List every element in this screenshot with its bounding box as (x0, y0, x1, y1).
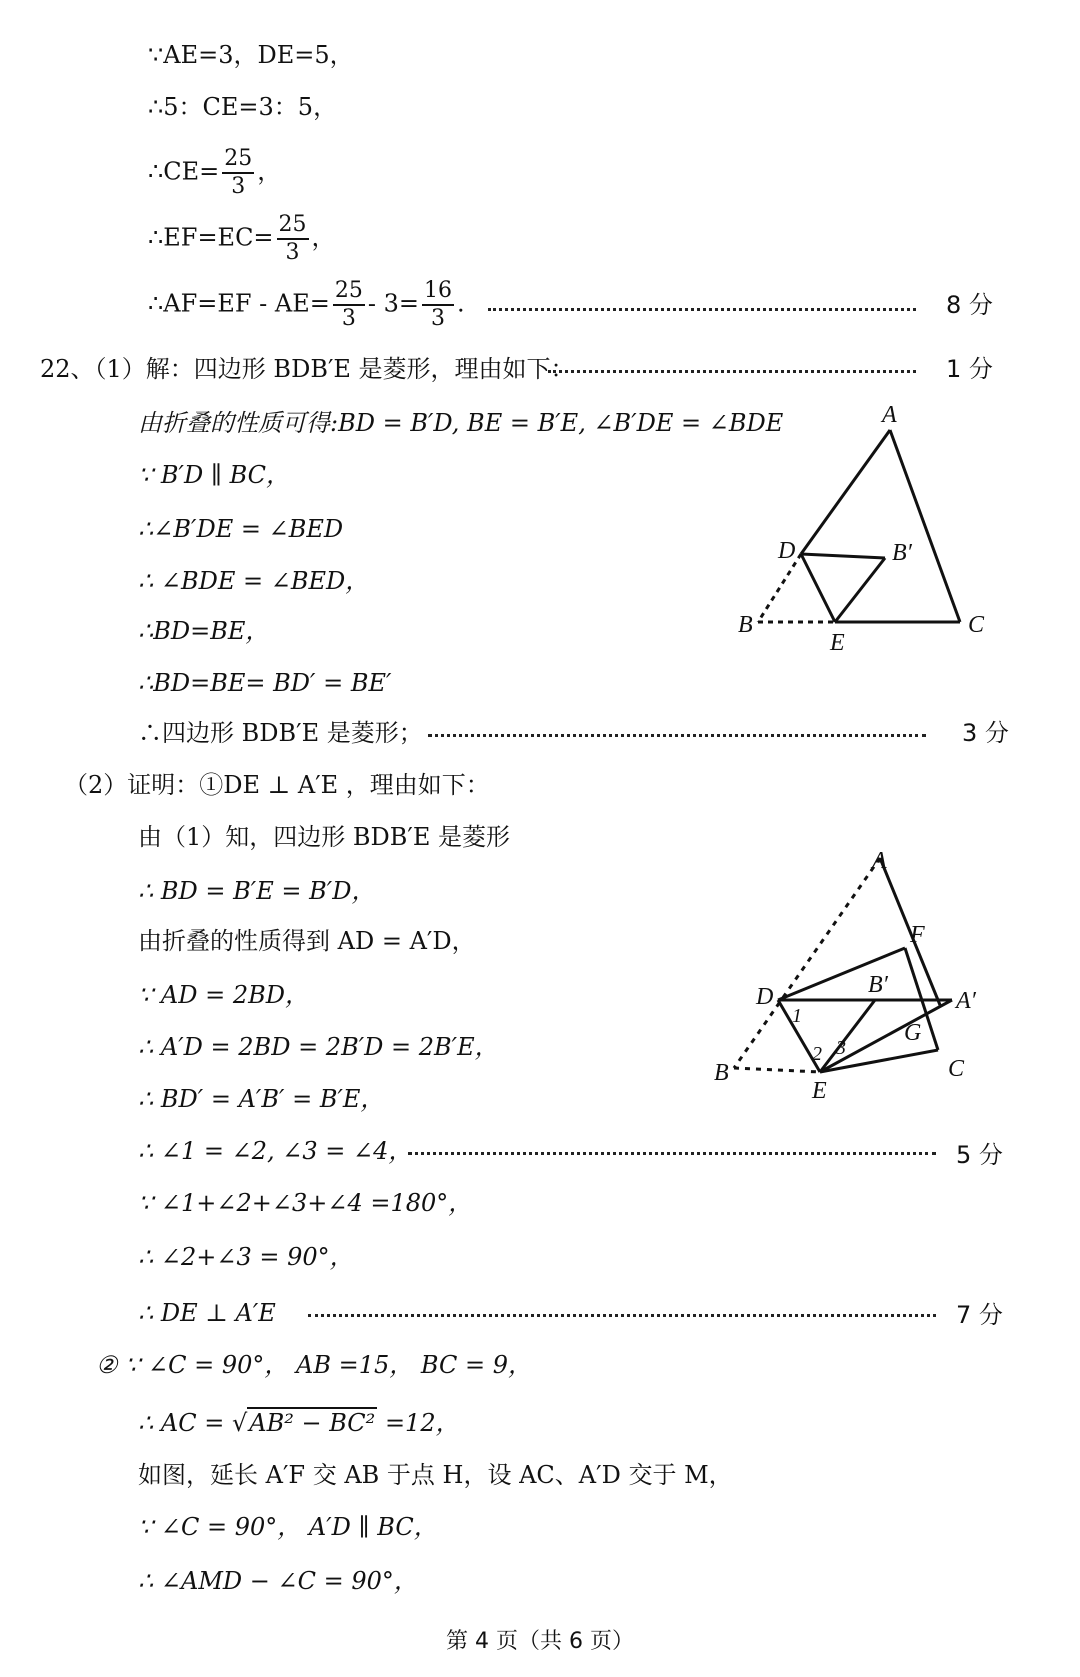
proof2-line-2: ∴ BD = B′E = B′D， (138, 877, 376, 905)
dotted-leader (308, 1314, 936, 1317)
proof2-line-1: 由（1）知，四边形 BDB′E 是菱形 (138, 823, 511, 851)
radical-expression: AB² − BC² (249, 1409, 376, 1437)
fraction-25-3 (333, 278, 365, 332)
fraction-25-3 (277, 212, 309, 266)
line-ef-ec (148, 212, 336, 266)
label-b-prime: B′ (892, 540, 912, 566)
label-b-prime: B′ (868, 972, 888, 998)
score-3: 3 分 (962, 719, 1009, 747)
proof-line-4: ∴ ∠BDE = ∠BED， (138, 567, 370, 595)
part-2-line-2: ∴ AC = √AB² − BC² =12， (138, 1409, 460, 1437)
proof2-line-6: ∴ BD′ = A′B′ = B′E， (138, 1085, 385, 1113)
angle-label-2: 2 (812, 1043, 822, 1065)
label-d: D (778, 538, 796, 564)
proof-line-6: ∴BD=BE= BD′ = BE′ (138, 669, 392, 697)
edge-ac (890, 430, 960, 622)
label-a: A (882, 402, 897, 428)
dashed-edge-ab (734, 858, 880, 1068)
label-d: D (756, 984, 774, 1010)
proof2-line-10: ∴ DE ⊥ A′E (138, 1299, 276, 1327)
line-ce-suffix: ， (257, 157, 282, 186)
score-5: 5 分 (956, 1141, 1003, 1169)
fraction-denominator: 3 (341, 306, 356, 331)
dashed-edge-be (734, 1068, 820, 1072)
line-ae-de: ∵AE=3，DE=5， (148, 41, 354, 69)
edge-ad (801, 430, 890, 554)
label-a: A (872, 848, 887, 874)
proof-line-5: ∴BD=BE， (138, 617, 270, 645)
fraction-numerator: 25 (333, 278, 365, 306)
fraction-25-3 (222, 146, 254, 200)
fraction-numerator: 25 (222, 146, 254, 174)
dotted-leader (408, 1152, 936, 1155)
page-footer: 第 4 页（共 6 页） (446, 1629, 634, 1654)
dotted-leader (428, 734, 926, 737)
label-c: C (948, 1056, 965, 1082)
proof2-line-7: ∴ ∠1 = ∠2, ∠3 = ∠4， (138, 1137, 413, 1165)
line-ratio: ∴5：CE=3：5， (148, 93, 338, 121)
proof-line-1: 由折叠的性质可得:BD = B′D, BE = B′E, ∠B′DE = ∠BDE (138, 409, 784, 437)
label-b: B (738, 612, 753, 638)
label-a-prime: A′ (956, 988, 976, 1014)
proof-line-7: ∴四边形 BDB′E 是菱形； (138, 719, 423, 747)
figure-triangle-fold (720, 400, 1000, 656)
proof2-line-4: ∵ AD = 2BD， (138, 981, 309, 1009)
part-2-line-5: ∴ ∠AMD − ∠C = 90°， (138, 1567, 418, 1595)
edge-b-prime-e (820, 1000, 875, 1072)
score-1: 1 分 (946, 355, 993, 383)
line-ce-prefix: ∴CE= (148, 157, 220, 186)
angle-label-1: 1 (792, 1005, 802, 1027)
dotted-leader (488, 308, 916, 311)
label-e: E (812, 1078, 827, 1104)
proof-line-3: ∴∠B′DE = ∠BED (138, 515, 344, 543)
proof-line-2: ∵ B′D ∥ BC， (138, 461, 291, 489)
line-af (148, 278, 465, 332)
angle-label-3: 3 (836, 1037, 846, 1059)
ac-prefix: ∴ AC = (138, 1409, 225, 1437)
part-2-line-4: ∵ ∠C = 90°， A′D ∥ BC， (138, 1513, 438, 1541)
fraction-16-3 (422, 278, 454, 332)
line-ce (148, 146, 281, 200)
label-b: B (714, 1060, 729, 1086)
dashed-edge-bd (758, 554, 801, 622)
proof2-line-5: ∴ A′D = 2BD = 2B′D = 2B′E， (138, 1033, 499, 1061)
question-22-part-2: （2）证明：①DE ⊥ A′E ，理由如下： (64, 771, 490, 799)
dotted-leader (548, 370, 916, 373)
part-2-line-1: ② ∵ ∠C = 90°， AB =15， BC = 9， (96, 1351, 533, 1379)
label-f: F (910, 922, 925, 948)
edge-db-prime (801, 554, 885, 558)
label-e: E (830, 630, 845, 656)
fraction-numerator: 25 (277, 212, 309, 240)
line-ef-suffix: ， (311, 223, 336, 252)
line-af-mid: - 3= (367, 289, 419, 318)
line-ef-prefix: ∴EF=EC= (148, 223, 274, 252)
proof2-line-8: ∵ ∠1+∠2+∠3+∠4 =180°， (138, 1189, 473, 1217)
edge-b-prime-e (835, 558, 885, 622)
proof2-line-9: ∴ ∠2+∠3 = 90°， (138, 1243, 354, 1271)
fraction-denominator: 3 (231, 174, 246, 199)
score-7: 7 分 (956, 1301, 1003, 1329)
ac-result: =12， (384, 1409, 460, 1437)
label-c: C (968, 612, 985, 638)
question-22-heading: 22、（1）解：四边形 BDB′E 是菱形，理由如下： (40, 355, 575, 383)
label-g: G (904, 1020, 922, 1046)
edge-de (801, 554, 835, 622)
line-af-prefix: ∴AF=EF - AE= (148, 289, 330, 318)
score-8: 8 分 (946, 291, 993, 319)
figure-second-fold (700, 840, 1000, 1104)
part-2-line-3: 如图，延长 A′F 交 AB 于点 H，设 AC、A′D 交于 M， (138, 1461, 733, 1489)
fraction-denominator: 3 (285, 240, 300, 265)
fraction-numerator: 16 (422, 278, 454, 306)
line-af-suffix: . (457, 289, 465, 318)
fraction-denominator: 3 (431, 306, 445, 331)
proof2-line-3: 由折叠的性质得到 AD = A′D， (138, 927, 476, 955)
